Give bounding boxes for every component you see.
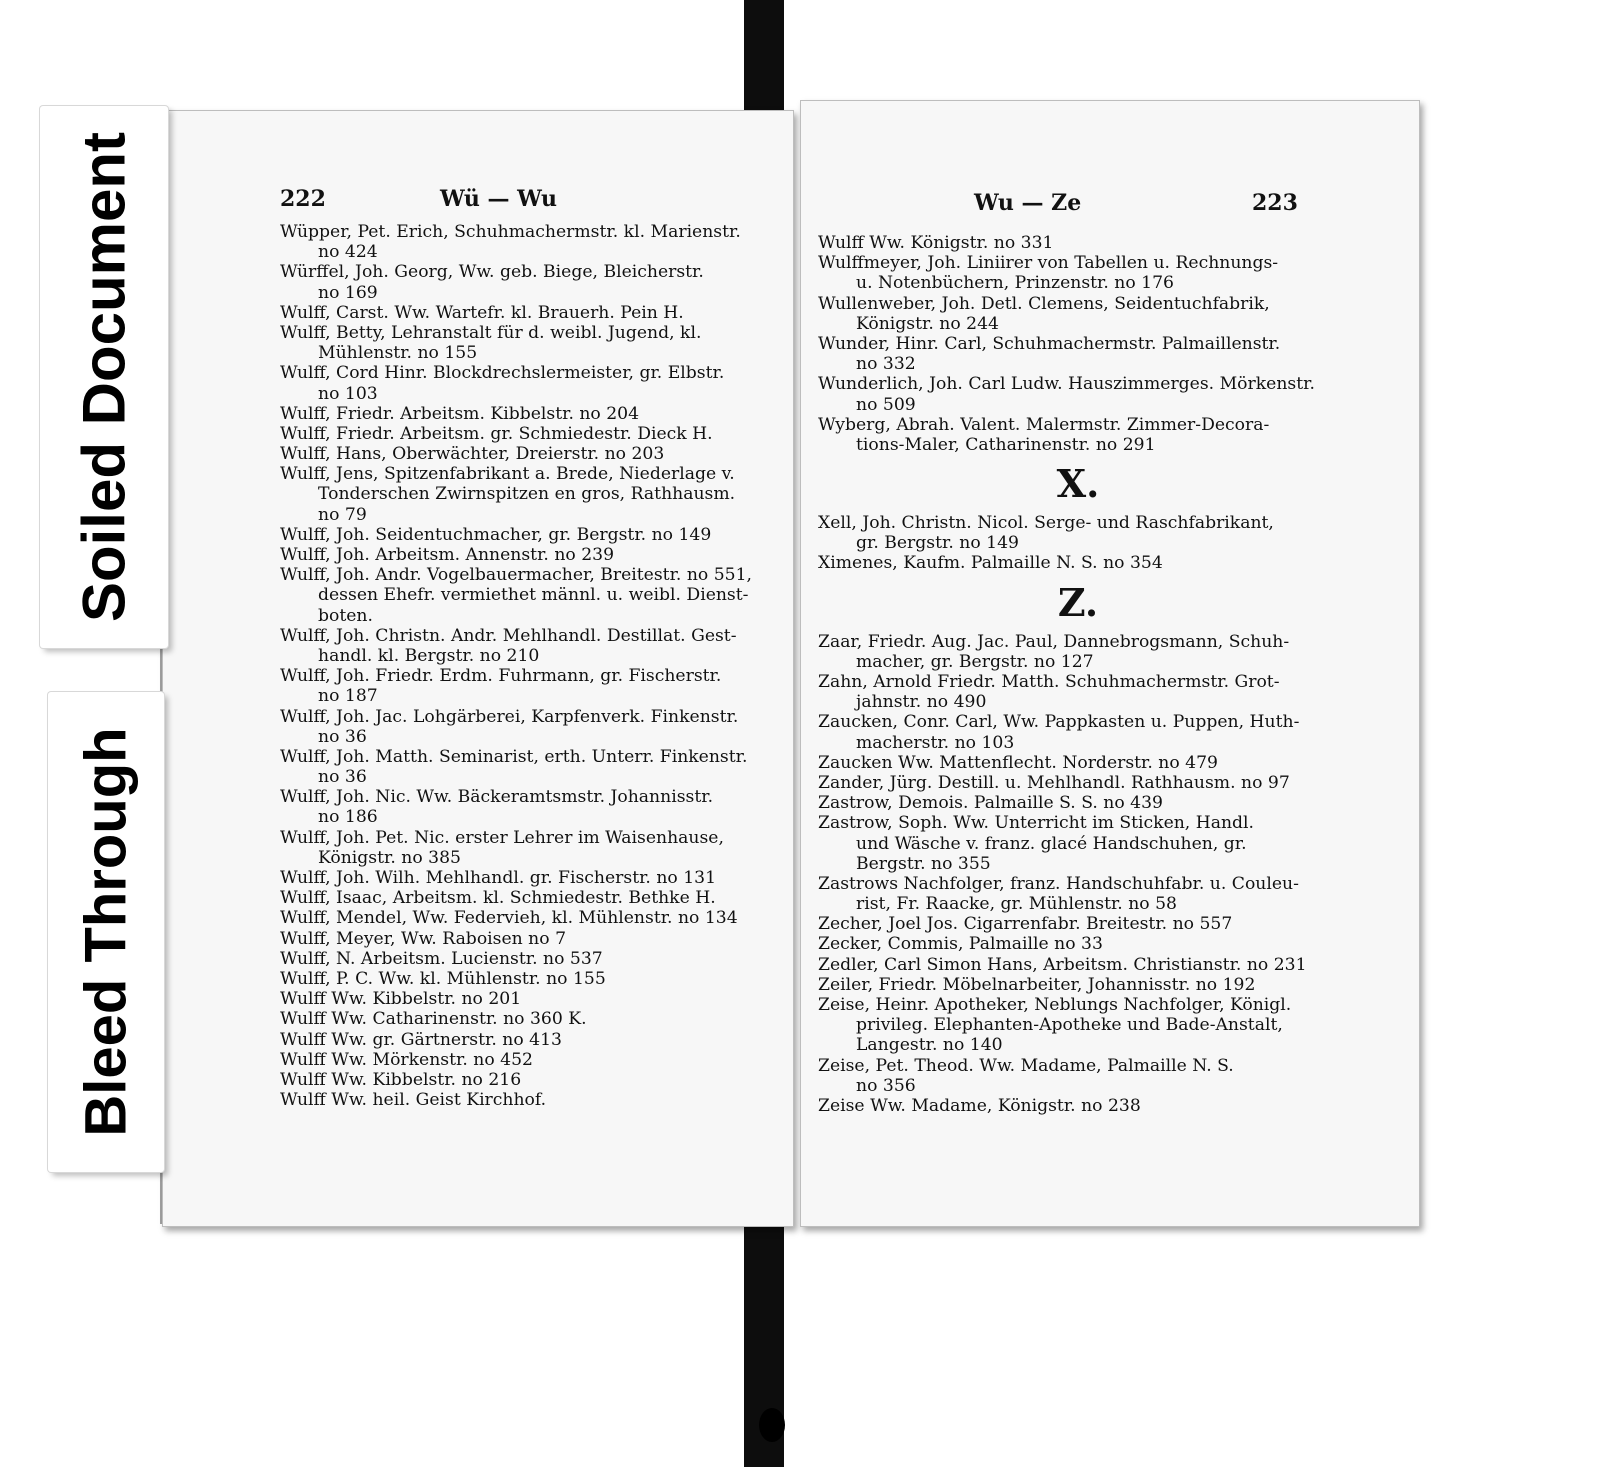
entry-continuation-line: dessen Ehefr. vermiethet männl. u. weibl. Dienst- xyxy=(318,585,749,606)
entry-continuation-line: no 332 xyxy=(856,354,916,375)
directory-entry-line: Wulff, Meyer, Ww. Raboisen no 7 xyxy=(280,928,566,949)
section-letter: Z. xyxy=(1057,579,1099,625)
directory-entry-line: Wullenweber, Joh. Detl. Clemens, Seidentuchfabrik, xyxy=(818,293,1270,314)
entry-continuation-line: gr. Bergstr. no 149 xyxy=(856,533,1019,554)
entry-continuation-line: no 356 xyxy=(856,1075,916,1096)
directory-entry-line: Wulff Ww. gr. Gärtnerstr. no 413 xyxy=(280,1029,562,1050)
right-page-entries xyxy=(818,233,1338,1116)
directory-entry-line: Wüpper, Pet. Erich, Schuhmachermstr. kl. Marienstr. xyxy=(280,222,741,242)
directory-entry-line: Wulff, Joh. Arbeitsm. Annenstr. no 239 xyxy=(280,545,615,565)
entry-continuation-line: u. Notenbüchern, Prinzenstr. no 176 xyxy=(856,273,1174,294)
entry-continuation-line: no 36 xyxy=(318,767,367,788)
directory-entry-line: Zeiler, Friedr. Möbelnarbeiter, Johannisstr. no 192 xyxy=(818,974,1256,995)
directory-entry-line: Wulff, Friedr. Arbeitsm. Kibbelstr. no 204 xyxy=(280,403,640,424)
left-page-heading: Wü — Wu xyxy=(440,186,557,212)
entry-continuation-line: no 187 xyxy=(318,686,378,707)
directory-entry-line: Zastrows Nachfolger, franz. Handschuhfabr. u. Couleu- xyxy=(818,873,1299,894)
entry-continuation-line: tions-Maler, Catharinenstr. no 291 xyxy=(856,434,1156,455)
left-page-number: 222 xyxy=(280,186,326,212)
directory-entry-line: Wulff, Joh. Nic. Ww. Bäckeramtsmstr. Johannisstr. xyxy=(280,787,714,808)
directory-entry-line: Zecker, Commis, Palmaille no 33 xyxy=(818,934,1103,955)
directory-entry-line: Wulff, Mendel, Ww. Federvieh, kl. Mühlenstr. no 134 xyxy=(280,908,738,929)
entry-continuation-line: Langestr. no 140 xyxy=(856,1035,1003,1056)
directory-entry-line: Zeise Ww. Madame, Königstr. no 238 xyxy=(818,1095,1141,1116)
directory-entry-line: Wulff, Jens, Spitzenfabrikant a. Brede, Niederlage v. xyxy=(280,464,735,485)
bleed-through-text: Bleed Through xyxy=(73,727,139,1137)
soiled-document-text: Soiled Document xyxy=(70,131,138,623)
entry-continuation-line: Mühlenstr. no 155 xyxy=(318,343,478,364)
directory-entry-line: Zeise, Heinr. Apotheker, Neblungs Nachfolger, Königl. xyxy=(818,995,1292,1015)
entry-continuation-line: jahnstr. no 490 xyxy=(856,692,987,713)
right-page-header xyxy=(818,190,1328,220)
directory-entry-line: Wulff, Joh. Jac. Lohgärberei, Karpfenverk. Finkenstr. xyxy=(280,706,739,727)
directory-entry-line: Wulff Ww. Kibbelstr. no 201 xyxy=(280,989,522,1010)
directory-entry-line: Zastrow, Demois. Palmaille S. S. no 439 xyxy=(818,793,1163,814)
directory-entry-line: Wulff, Carst. Ww. Wartefr. kl. Brauerh. Pein H. xyxy=(280,302,684,323)
entry-continuation-line: privileg. Elephanten-Apotheke und Bade-Anstalt, xyxy=(856,1015,1283,1036)
left-page-entries xyxy=(280,222,780,1110)
directory-entry-line: Wulff, Joh. Christn. Andr. Mehlhandl. Destillat. Gest- xyxy=(280,625,737,646)
directory-entry-line: Wulff, Joh. Seidentuchmacher, gr. Bergstr. no 149 xyxy=(280,524,712,545)
directory-entry-line: Wulff, Friedr. Arbeitsm. gr. Schmiedestr. Dieck H. xyxy=(280,423,713,444)
entry-continuation-line: no 424 xyxy=(318,242,378,263)
right-page-heading: Wu — Ze xyxy=(974,190,1082,216)
entry-continuation-line: Bergstr. no 355 xyxy=(856,853,991,874)
directory-entry-line: Wulff, Isaac, Arbeitsm. kl. Schmiedestr. Bethke H. xyxy=(280,888,716,909)
soiled-document-label xyxy=(40,106,168,648)
directory-entry-line: Wulff Ww. Mörkenstr. no 452 xyxy=(280,1049,533,1070)
entry-continuation-line: no 169 xyxy=(318,282,378,303)
directory-entry-line: Zander, Jürg. Destill. u. Mehlhandl. Rathhausm. no 97 xyxy=(818,772,1290,793)
entry-continuation-line: boten. xyxy=(318,605,373,626)
directory-entry-line: Wulff Ww. Catharinenstr. no 360 K. xyxy=(280,1009,587,1030)
spine-ink-blot xyxy=(759,1408,785,1442)
bleed-through-label xyxy=(48,692,164,1172)
entry-continuation-line: und Wäsche v. franz. glacé Handschuhen, gr. xyxy=(856,833,1247,854)
directory-entry-line: Wulff, Joh. Matth. Seminarist, erth. Unterr. Finkenstr. xyxy=(280,746,748,767)
directory-entry-line: Wulff, N. Arbeitsm. Lucienstr. no 537 xyxy=(280,948,603,969)
directory-entry-line: Wulff, Joh. Pet. Nic. erster Lehrer im Waisenhause, xyxy=(280,827,724,848)
directory-entry-line: Zedler, Carl Simon Hans, Arbeitsm. Christianstr. no 231 xyxy=(818,954,1307,975)
directory-entry-line: Wyberg, Abrah. Valent. Malermstr. Zimmer-Decora- xyxy=(818,414,1270,435)
directory-entry-line: Wulff, P. C. Ww. kl. Mühlenstr. no 155 xyxy=(280,968,606,989)
directory-entry-line: Zeise, Pet. Theod. Ww. Madame, Palmaille N. S. xyxy=(818,1055,1234,1076)
right-page-number: 223 xyxy=(1252,190,1298,216)
directory-entry-line: Wulff Ww. heil. Geist Kirchhof. xyxy=(280,1090,547,1111)
directory-entry-line: Wulff, Betty, Lehranstalt für d. weibl. Jugend, kl. xyxy=(280,322,702,343)
entry-continuation-line: no 509 xyxy=(856,394,916,415)
directory-entry-line: Zastrow, Soph. Ww. Unterricht im Sticken, Handl. xyxy=(818,813,1255,834)
entry-continuation-line: macherstr. no 103 xyxy=(856,732,1015,753)
directory-entry-line: Wunder, Hinr. Carl, Schuhmachermstr. Palmaillenstr. xyxy=(818,333,1281,354)
directory-entry-line: Ximenes, Kaufm. Palmaille N. S. no 354 xyxy=(818,553,1163,574)
directory-entry-line: Xell, Joh. Christn. Nicol. Serge- und Raschfabrikant, xyxy=(818,513,1274,534)
entry-continuation-line: Königstr. no 244 xyxy=(856,313,999,334)
entry-continuation-line: rist, Fr. Raacke, gr. Mühlenstr. no 58 xyxy=(856,894,1177,915)
entry-continuation-line: Königstr. no 385 xyxy=(318,847,461,868)
entry-continuation-line: macher, gr. Bergstr. no 127 xyxy=(856,651,1094,672)
directory-entry-line: Zaucken Ww. Mattenflecht. Norderstr. no 479 xyxy=(818,752,1218,773)
entry-continuation-line: no 103 xyxy=(318,383,378,404)
directory-entry-line: Würffel, Joh. Georg, Ww. geb. Biege, Bleicherstr. xyxy=(280,262,704,283)
directory-entry-line: Zahn, Arnold Friedr. Matth. Schuhmachermstr. Grot- xyxy=(818,672,1280,692)
entry-continuation-line: handl. kl. Bergstr. no 210 xyxy=(318,645,540,666)
entry-continuation-line: no 36 xyxy=(318,726,367,747)
directory-entry-line: Wulff, Hans, Oberwächter, Dreierstr. no 203 xyxy=(280,444,665,465)
section-letter: X. xyxy=(1056,461,1100,507)
directory-entry-line: Zaar, Friedr. Aug. Jac. Paul, Dannebrogsmann, Schuh- xyxy=(818,631,1290,652)
entry-continuation-line: no 79 xyxy=(318,504,367,525)
directory-entry-line: Wulff, Joh. Wilh. Mehlhandl. gr. Fischerstr. no 131 xyxy=(280,868,717,888)
directory-entry-line: Zaucken, Conr. Carl, Ww. Pappkasten u. Puppen, Huth- xyxy=(818,712,1300,733)
directory-entry-line: Wulff, Cord Hinr. Blockdrechslermeister, gr. Elbstr. xyxy=(280,363,725,384)
directory-entry-line: Wulff, Joh. Friedr. Erdm. Fuhrmann, gr. Fischerstr. xyxy=(280,666,722,687)
entry-continuation-line: no 186 xyxy=(318,807,378,828)
left-page-header xyxy=(280,186,780,216)
directory-entry-line: Wulffmeyer, Joh. Liniirer von Tabellen u. Rechnungs- xyxy=(818,253,1279,274)
entry-continuation-line: Tonderschen Zwirnspitzen en gros, Rathhausm. xyxy=(318,484,736,505)
directory-entry-line: Wunderlich, Joh. Carl Ludw. Hauszimmerges. Mörkenstr. xyxy=(818,374,1315,395)
directory-entry-line: Wulff Ww. Königstr. no 331 xyxy=(818,233,1054,253)
directory-entry-line: Wulff Ww. Kibbelstr. no 216 xyxy=(280,1069,522,1090)
directory-entry-line: Wulff, Joh. Andr. Vogelbauermacher, Breitestr. no 551, xyxy=(280,565,752,586)
directory-entry-line: Zecher, Joel Jos. Cigarrenfabr. Breitestr. no 557 xyxy=(818,914,1233,935)
